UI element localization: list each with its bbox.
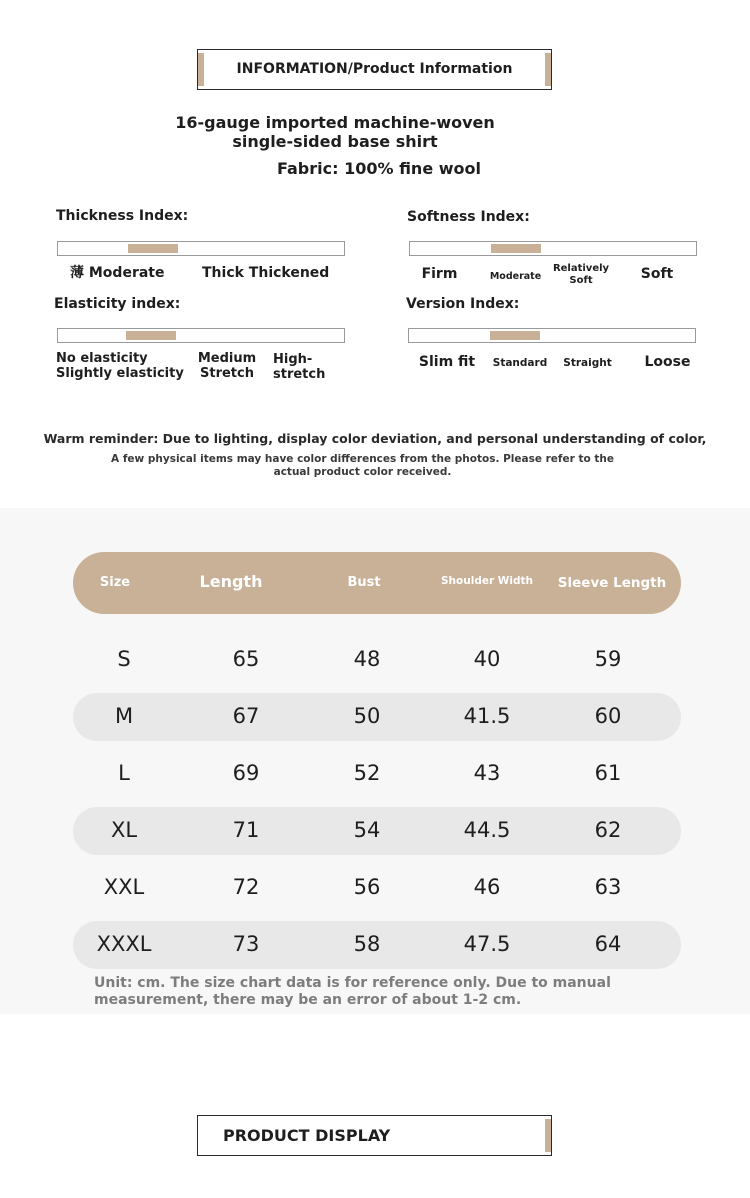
table-cell-length: 71 bbox=[232, 818, 260, 842]
table-cell-bust: 58 bbox=[353, 932, 381, 956]
elasticity-label-low: No elasticity Slightly elasticity bbox=[56, 351, 184, 381]
table-cell-bust: 52 bbox=[353, 761, 381, 785]
section-title: INFORMATION/Product Information bbox=[236, 61, 513, 77]
softness-index-fill bbox=[491, 244, 541, 253]
product-display-title: PRODUCT DISPLAY bbox=[223, 1126, 391, 1145]
softness-label-moderate: Moderate bbox=[489, 271, 542, 282]
header-size: Size bbox=[99, 575, 131, 590]
table-cell-size: L bbox=[118, 761, 130, 785]
table-cell-size: XL bbox=[110, 818, 138, 842]
table-cell-shoulder-width: 46 bbox=[473, 875, 501, 899]
header-bust: Bust bbox=[347, 575, 381, 590]
size-table-header bbox=[73, 552, 681, 614]
table-cell-shoulder-width: 41.5 bbox=[463, 704, 511, 728]
softness-index-bar bbox=[409, 241, 697, 256]
version-label-slim-fit: Slim fit bbox=[418, 354, 476, 370]
table-cell-size: XXL bbox=[103, 875, 145, 899]
version-index-fill bbox=[490, 331, 540, 340]
table-cell-shoulder-width: 43 bbox=[473, 761, 501, 785]
table-cell-sleeve-length: 63 bbox=[594, 875, 622, 899]
softness-index-title: Softness Index: bbox=[407, 209, 530, 225]
table-cell-shoulder-width: 40 bbox=[473, 647, 501, 671]
elasticity-label-medium: Medium Stretch bbox=[197, 351, 257, 381]
table-cell-length: 69 bbox=[232, 761, 260, 785]
warm-reminder-line1: Warm reminder: Due to lighting, display color deviation, and personal understanding of color, bbox=[43, 431, 707, 446]
table-cell-size: XXXL bbox=[96, 932, 152, 956]
elasticity-index-bar bbox=[57, 328, 345, 343]
elasticity-label-high: High-stretch bbox=[273, 352, 326, 382]
header-shoulder-width: Shoulder Width bbox=[441, 575, 533, 587]
version-label-loose: Loose bbox=[644, 354, 691, 370]
table-cell-length: 65 bbox=[232, 647, 260, 671]
thickness-index-fill bbox=[128, 244, 178, 253]
table-cell-shoulder-width: 47.5 bbox=[463, 932, 511, 956]
accent-bar-right bbox=[545, 1119, 551, 1152]
table-cell-sleeve-length: 61 bbox=[594, 761, 622, 785]
table-cell-bust: 50 bbox=[353, 704, 381, 728]
header-sleeve-length: Sleeve Length bbox=[557, 575, 667, 591]
size-chart-note: Unit: cm. The size chart data is for reference only. Due to manual measurement, there may be an error of about 1-2 cm. bbox=[94, 975, 611, 1008]
thickness-label-thick: Thick Thickened bbox=[202, 265, 330, 281]
table-cell-sleeve-length: 62 bbox=[594, 818, 622, 842]
thickness-index-bar bbox=[57, 241, 345, 256]
version-index-title: Version Index: bbox=[406, 296, 520, 312]
info-section-header bbox=[197, 49, 552, 90]
table-cell-sleeve-length: 60 bbox=[594, 704, 622, 728]
version-label-standard: Standard bbox=[492, 357, 548, 369]
softness-label-soft: Soft bbox=[640, 266, 674, 282]
fabric-composition: Fabric: 100% fine wool bbox=[277, 159, 481, 178]
softness-label-firm: Firm bbox=[421, 266, 458, 282]
version-index-bar bbox=[408, 328, 696, 343]
table-cell-size: M bbox=[114, 704, 134, 728]
elasticity-index-title: Elasticity index: bbox=[54, 296, 181, 312]
header-length: Length bbox=[199, 572, 263, 591]
warm-reminder-line2: A few physical items may have color differences from the photos. Please refer to the actual product color received. bbox=[111, 453, 614, 478]
table-cell-bust: 56 bbox=[353, 875, 381, 899]
table-cell-size: S bbox=[117, 647, 131, 671]
thickness-index-title: Thickness Index: bbox=[56, 208, 189, 224]
table-cell-sleeve-length: 64 bbox=[594, 932, 622, 956]
softness-label-relatively-soft: Relatively Soft bbox=[552, 263, 610, 286]
table-cell-length: 73 bbox=[232, 932, 260, 956]
table-cell-length: 72 bbox=[232, 875, 260, 899]
table-cell-sleeve-length: 59 bbox=[594, 647, 622, 671]
elasticity-index-fill bbox=[126, 331, 176, 340]
product-subtitle: 16-gauge imported machine-woven single-sided base shirt bbox=[175, 113, 495, 151]
thickness-label-moderate: 薄 Moderate bbox=[70, 265, 165, 281]
product-display-header bbox=[197, 1115, 552, 1156]
table-cell-shoulder-width: 44.5 bbox=[463, 818, 511, 842]
table-cell-bust: 54 bbox=[353, 818, 381, 842]
version-label-straight: Straight bbox=[563, 357, 612, 369]
table-cell-bust: 48 bbox=[353, 647, 381, 671]
table-cell-length: 67 bbox=[232, 704, 260, 728]
